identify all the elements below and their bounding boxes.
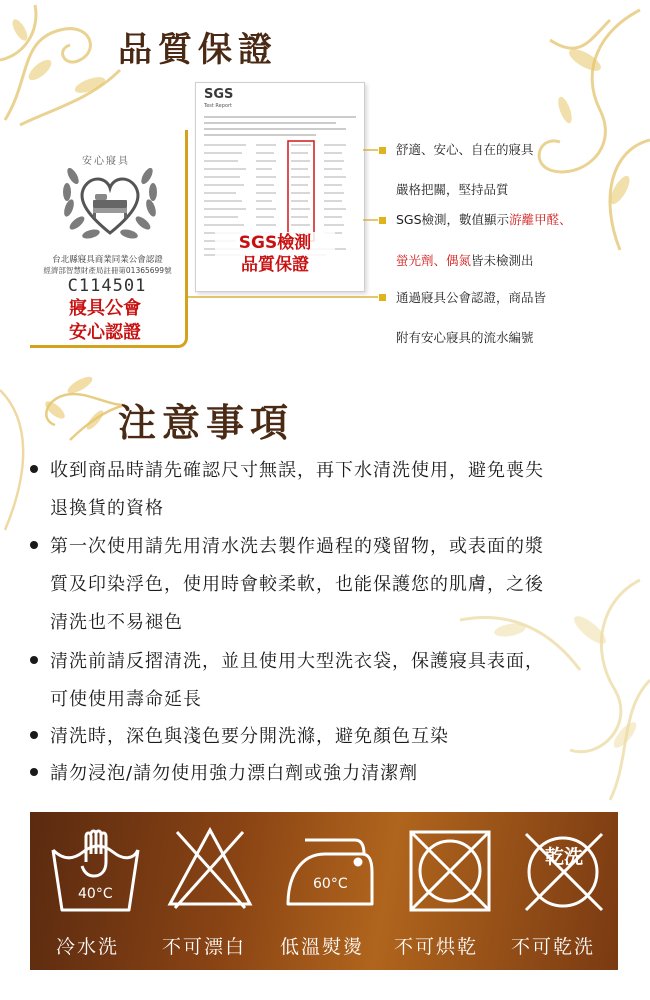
- notice-section-title: 注意事項: [118, 401, 295, 445]
- quality-section-title: 品質保證: [118, 30, 278, 70]
- iron-temperature: 60°C: [313, 876, 348, 892]
- badge-org-line: 台北縣寢具商業同業公會認證: [52, 255, 163, 265]
- no-bleach-icon: [165, 822, 255, 912]
- quality-point-2-line-1: SGS檢測，數值顯示游離甲醛、: [396, 212, 572, 227]
- notice-bullet-1: [30, 465, 38, 473]
- gold-flourish-mid-left: [0, 380, 40, 540]
- notice-line-3: 第一次使用請先用清水洗去製作過程的殘留物，或表面的漿: [50, 536, 544, 557]
- notice-line-8: 清洗時，深色與淺色要分開洗滌，避免顏色互染: [50, 726, 449, 747]
- quality-bullet-3: [379, 294, 386, 301]
- notice-line-1: 收到商品時請先確認尺寸無誤，再下水清洗使用，避免喪失: [50, 460, 544, 481]
- gold-flourish-bottom-right: [450, 560, 650, 810]
- low-iron-icon: [280, 832, 380, 912]
- notice-line-7: 可使使用壽命延長: [50, 689, 202, 710]
- quality-bullet-2: [379, 217, 386, 224]
- notice-bullet-5: [30, 768, 38, 776]
- report-subtitle: Test Report: [204, 103, 233, 109]
- quality-point-3-line-2: 附有安心寢具的流水編號: [396, 330, 534, 345]
- badge-serial-code: C114501: [67, 276, 147, 296]
- care-label-no-tumble-dry: 不可烘乾: [394, 936, 479, 958]
- notice-bullet-4: [30, 731, 38, 739]
- badge-arc-text: 安心寢具: [82, 156, 130, 167]
- connector-lines: [0, 0, 650, 360]
- care-label-low-iron: 低溫熨燙: [280, 936, 365, 958]
- notice-line-2: 退換貨的資格: [50, 498, 164, 519]
- care-label-no-dry-clean: 不可乾洗: [511, 936, 596, 958]
- notice-line-6: 清洗前請反摺清洗，並且使用大型洗衣袋，保護寢具表面，: [50, 651, 544, 672]
- care-label-no-bleach: 不可漂白: [162, 936, 247, 958]
- care-instructions-panel: [30, 812, 618, 970]
- quality-bullet-1: [379, 147, 386, 154]
- dry-clean-text: 乾洗: [545, 846, 584, 868]
- badge-reg-line: 經濟部智慧財產局註冊第01365699號: [43, 266, 172, 275]
- quality-point-1-line-2: 嚴格把關，堅持品質: [396, 182, 509, 197]
- quality-point-2-line-2: 螢光劑、偶氮皆未檢測出: [396, 253, 534, 268]
- notice-line-4: 質及印染浮色，使用時會較柔軟，也能保護您的肌膚，之後: [50, 574, 544, 595]
- care-label-cold-wash: 冷水洗: [56, 936, 120, 958]
- sgs-logo: SGS: [204, 87, 234, 102]
- sgs-caption: SGS檢測 品質保證: [215, 232, 335, 276]
- no-tumble-dry-icon: [405, 822, 495, 914]
- quality-point-1-line-1: 舒適、安心、自在的寢具: [396, 142, 534, 157]
- notice-line-5: 清洗也不易褪色: [50, 612, 183, 633]
- wash-temperature: 40°C: [78, 886, 113, 902]
- notice-line-9: 請勿浸泡/請勿使用強力漂白劑或強力清潔劑: [50, 763, 419, 784]
- no-dry-clean-icon: [516, 822, 611, 917]
- badge-caption: 寢具公會 安心認證: [69, 298, 141, 343]
- quality-point-3-line-1: 通過寢具公會認證，商品皆: [396, 290, 547, 305]
- notice-bullet-3: [30, 656, 38, 664]
- notice-bullet-2: [30, 541, 38, 549]
